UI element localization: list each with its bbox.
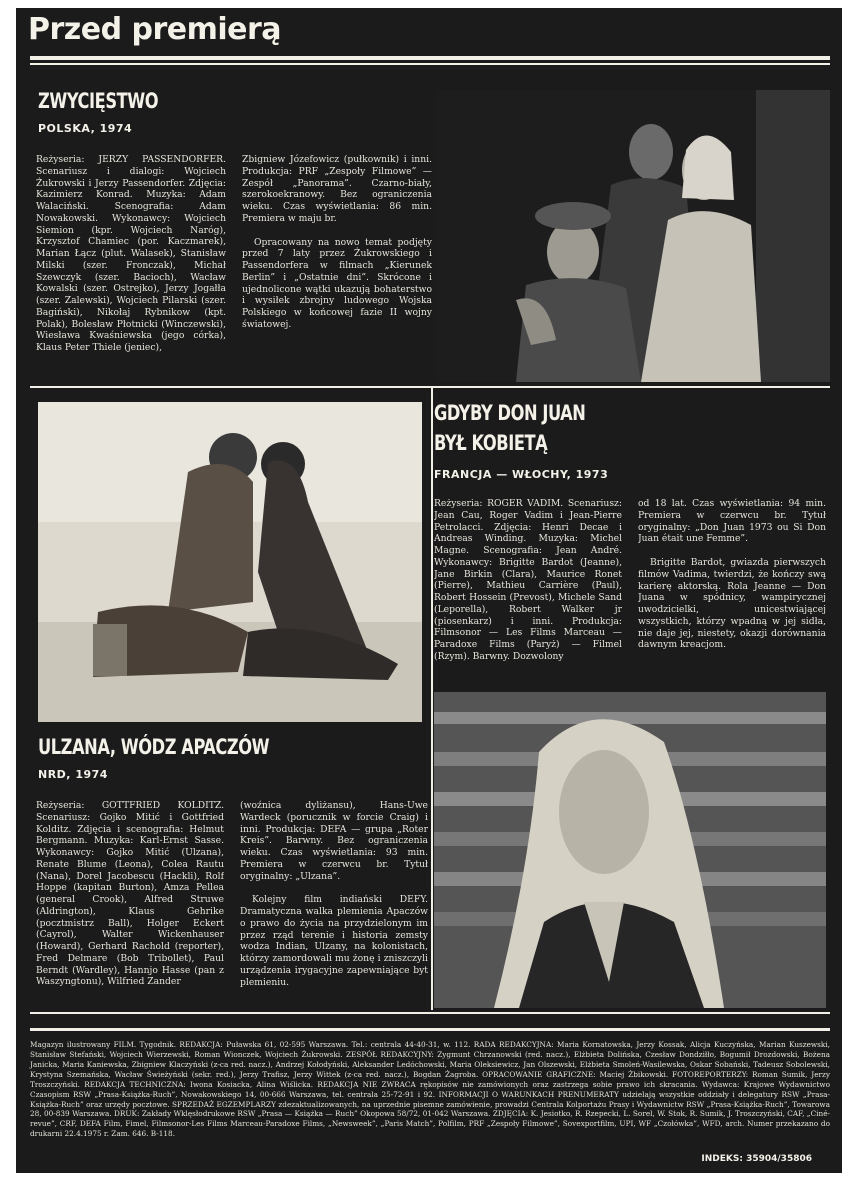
article-title-line2: BYŁ KOBIETĄ [434, 431, 548, 456]
article-zwyciestwo-heading [38, 90, 428, 135]
imprint-text: Magazyn ilustrowany FILM. Tygodnik. REDAKCJA: Puławska 61, 02-595 Warszawa. Tel.: centrala 44-40-31, w. 112. RADA REDAKCYJNA: Maria Kornatowska, Jerzy Kossak, Alicja Kuczyńska, Marian Kuszewski, Stanisław Stefański, Wojciech Wierzewski, Roman Wionczek, Wojciech Żukrowski. ZESPÓŁ REDAKCYJNY: Zygmunt Chrzanowski (red. nacz.), Elżbieta Dolińska, Czesław Dondziłło, Bogumił Drozdowski, Bożena Janicka, Maria Kaniewska, Zbigniew Klaczyński (z-ca red. nacz.), Andrzej Kołodyński, Aleksander Ledóchowski, Maria Oleksiewicz, Jan Olszewski, Elżbieta Smoleń-Wasilewska, Oskar Sobański, Tadeusz Sobolewski, Krystyna Szemańska, Wacław Świeżyński (sekr. red.), Jerzy Trafisz, Jerzy Wittek (z-ca red. nacz.), Bogdan Żagroba. OPRACOWANIE GRAFICZNE: Maciej Żbikowski. FOTOREPORTERZY: Roman Sumik, Jerzy Troszczyński. REDAKCJA TECHNICZNA: Iwona Kosiacka, Alina Wiślicka. REDAKCJA NIE ZWRACA rękopisów nie zamówionych oraz zastrzega sobie prawo ich skracania. Wydawca: Krajowe Wydawnictwo Czasopism RSW „Prasa-Książka-Ruch”, Nowakowskiego 14, 00-666 Warszawa, tel. centrala 25-72-91 i 92. INFORMACJI O WARUNKACH PRENUMERATY udzielają wszystkie oddziały i delegatury RSW „Prasa-Książka-Ruch” oraz urzędy pocztowe. SPRZEDAŻ EGZEMPLARZY zdezaktualizowanych, na uprzednie pisemne zamówienie, prowadzi Centrala Kolportażu Prasy i Wydawnictw RSW „Prasa-Książka-Ruch”, Towarowa 28, 00-839 Warszawa. DRUK: Zakłady Wklęsłodrukowe RSW „Prasa — Książka — Ruch” Okopowa 58/72, 01-042 Warszawa. ZDJĘCIA: K. Jesiotko, R. Rzepecki, L. Sorel, W. Stok, R. Sumik, J. Troszczyński, CAF, „Ciné-revue”, CRF, DEFA Film, Fimel, Filmsonor-Les Films Marceau-Paradoxe Films, „Newsweek”, „Paris Match”, Polfilm, PRF „Zespoły Filmowe”, Sovexportfilm, UPI, WF „Czołówka”, WFD, arch. Numer przekazano do drukarni 22.4.1975 r. Zam. 646. B-118. [30, 1040, 830, 1139]
apache-film-still [38, 402, 422, 722]
article-ulzana-body [36, 800, 428, 1014]
article-column [36, 154, 226, 380]
divider [30, 1012, 830, 1014]
article-donjuan-heading [434, 402, 828, 481]
article-column [638, 498, 826, 688]
article-zwyciestwo-body [36, 154, 432, 380]
article-column [36, 800, 224, 1014]
article-ulzana-heading [38, 736, 422, 781]
credits-text: od 18 lat. Czas wyświetlania: 94 min. Premiera w czerwcu br. Tytuł oryginalny: „Don Juan 1973 ou Si Don Juan était une Femme”. [638, 498, 826, 545]
synopsis-text: Kolejny film indiański DEFY. Dramatyczna walka plemienia Apaczów o prawo do życia na przydzielonym im przez rząd terenie i historia zemsty wodza Indian, Ulzany, na kolonistach, którzy zamordowali mu żonę i zniszczyli urządzenia irygacyjne zapewniające byt plemieniu. [240, 894, 428, 988]
divider [431, 386, 433, 1010]
credits-text: (woźnica dyliżansu), Hans-Uwe Wardeck (porucznik w forcie Craig) i inni. Produkcja: DEFA — grupa „Roter Kreis”. Barwny. Bez ograniczenia wieku. Czas wyświetlania: 93 min. Premiera w czerwcu br. Tytuł oryginalny: „Ulzana”. [240, 800, 428, 882]
victory-film-still [436, 90, 830, 382]
page-title: Przed premierą [28, 12, 282, 47]
header-rule-thin [30, 63, 830, 65]
synopsis-text: Brigitte Bardot, gwiazda pierwszych filmów Vadima, twierdzi, że kończy swą karierę aktorską. Rola Jeanne — Don Juana w spódnicy, wampirycznej uwodzicielki, unicestwiającej wszystkich, którzy wpadną w jej sidła, nie daje jej, niestety, okazji dorównania dawnym kreacjom. [638, 557, 826, 651]
credits-text: Reżyseria: ROGER VADIM. Scenariusz: Jean Cau, Roger Vadim i Jean-Pierre Petrolacci. Zdjęcia: Henri Decae i Andreas Winding. Muzyka: Michel Magne. Scenografia: Jean André. Wykonawcy: Brigitte Bardot (Jeanne), Jane Birkin (Clara), Maurice Ronet (Pierre), Mathieu Carrière (Paul), Robert Hossein (Prevost), Michele Sand (Leporella), Robert Walker jr (piosenkarz) i inni. Produkcja: Filmsonor — Les Films Marceau — Paradoxe Films (Paryż) — Filmel (Rzym). Barwny. Dozwolony [434, 498, 622, 662]
article-title: ULZANA, WÓDZ APACZÓW [38, 735, 270, 759]
magazine-page [16, 8, 842, 1173]
synopsis-text: Opracowany na nowo temat podjęty przed 7 laty przez Żukrowskiego i Passendorfera w filmach „Kierunek Berlin” i „Ostatnie dni”. Skrócone i ujednolicone wątki ukazują bohaterstwo i wysiłek zbrojny ludowego Wojska Polskiego w końcowej fazie II wojny światowej. [242, 236, 432, 330]
article-donjuan-body [434, 498, 826, 688]
bardot-film-still [434, 692, 826, 1008]
article-column [242, 154, 432, 380]
article-title-line1: GDYBY DON JUAN [434, 401, 586, 425]
credits-text: Zbigniew Józefowicz (pułkownik) i inni. Produkcja: PRF „Zespoły Filmowe” — Zespół „Panorama”. Czarno-biały, szerokoekranowy. Bez ograniczenia wieku. Czas wyświetlania: 86 min. Premiera w maju br. [242, 154, 432, 224]
article-column [434, 498, 622, 688]
article-title: ZWYCIĘSTWO [38, 89, 159, 113]
article-country-year: POLSKA, 1974 [38, 122, 133, 136]
article-column [240, 800, 428, 1014]
credits-text: Reżyseria: GOTTFRIED KOLDITZ. Scenariusz: Gojko Mitić i Gottfried Kolditz. Zdjęcia i scenografia: Helmut Bergmann. Muzyka: Karl-Ernst Sasse. Wykonawcy: Gojko Mitić (Ulzana), Renate Blume (Leona), Colea Rautu (Nana), Dorel Jacobescu (Hackli), Rolf Hoppe (kapitan Burton), Amza Pellea (general Crook), Alfred Struwe (Aldrington), Klaus Gehrike (pocztmistrz Ball), Holger Eckert (Cayrol), Walter Wickenhauser (Howard), Gerhard Rachold (reporter), Fred Delmare (Bob Tribollet), Paul Berndt (Wardley), Hannjo Hasse (pan z Waszyngtonu), Wilfried Zander [36, 800, 224, 988]
article-country-year: NRD, 1974 [38, 768, 108, 782]
article-country-year: FRANCJA — WŁOCHY, 1973 [434, 468, 609, 482]
divider [30, 386, 830, 388]
footer-rule [30, 1028, 830, 1031]
credits-text: Reżyseria: JERZY PASSENDORFER. Scenariusz i dialogi: Wojciech Żukrowski i Jerzy Passendorfer. Zdjęcia: Kazimierz Konrad. Muzyka: Adam Walaciński. Scenografia: Adam Nowakowski. Wykonawcy: Wojciech Siemion (kpr. Wojciech Naróg), Krzysztof Chamiec (por. Kaczmarek), Marian Łącz (plut. Walasek), Stanisław Milski (szer. Fronczak), Michał Szewczyk (szer. Bacioch), Wacław Kowalski (szer. Ostrejko), Jerzy Jogałła (szer. Zalewski), Wojciech Pilarski (szer. Bagiński), Nikołaj Rybnikow (kpt. Polak), Bolesław Płotnicki (Winczewski), Wiesława Kwaśniewska (jego córka), Klaus Peter Thiele (jeniec), [36, 154, 226, 354]
index-number: INDEKS: 35904/35806 [701, 1154, 812, 1164]
header-rule [30, 56, 830, 60]
